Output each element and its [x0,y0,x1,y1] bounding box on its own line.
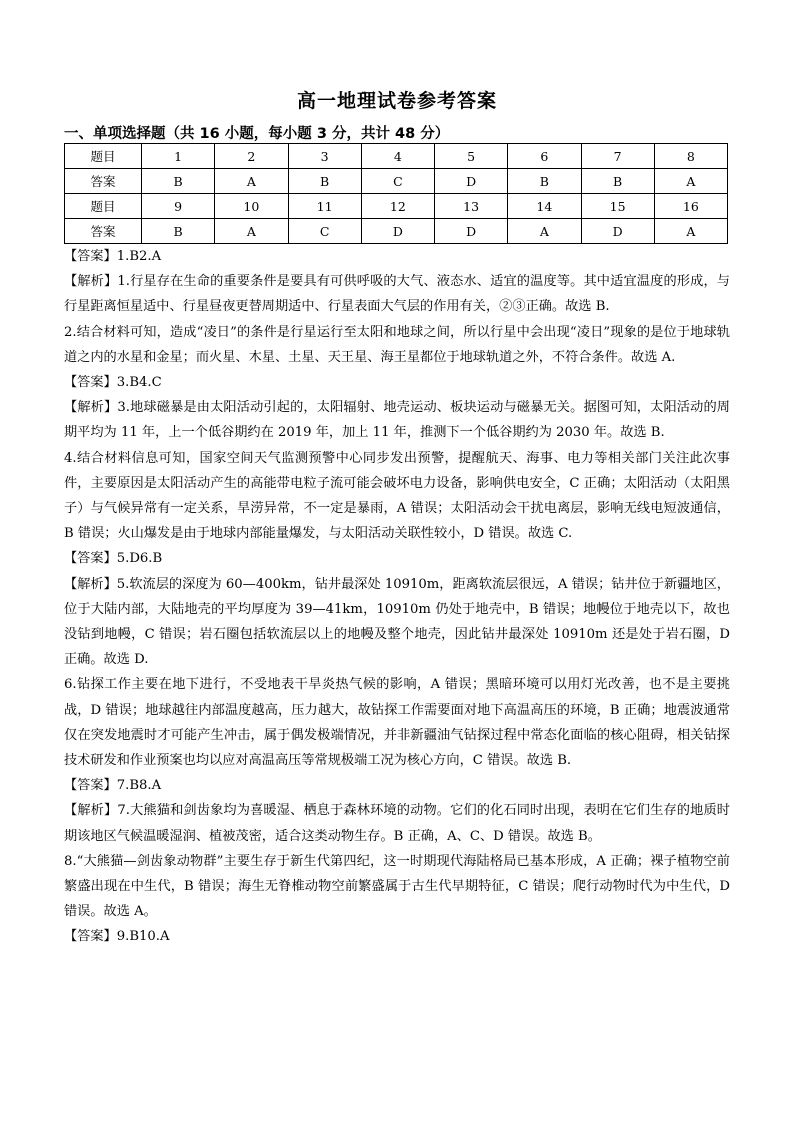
table-cell: 7 [581,144,654,169]
table-cell: D [435,169,508,194]
table-cell: B [508,169,581,194]
table-row [65,169,728,194]
answer-line-9-10: 【答案】9.B10.A [64,929,170,945]
table-cell: 12 [361,194,434,219]
answer-explanations [64,244,730,950]
table-cell: A [215,169,288,194]
answer-table [64,143,728,244]
answer-line-1-2: 【答案】1.B2.A [64,249,162,264]
table-cell: 11 [288,194,361,219]
table-cell: B [142,169,215,194]
section-heading-multiple-choice: 一、单项选择题（共 16 小题，每小题 3 分，共计 48 分） [64,126,450,142]
page-title: 高一地理试卷参考答案 [296,90,497,112]
table-cell: 16 [654,194,727,219]
table-cell: B [142,219,215,244]
explanation-paragraph: 【解析】5.软流层的深度为 60—400km，钻井最深处 10910m，距离软流层很远，A 错误；钻井位于新疆地区，位于大陆内部，大陆地壳的平均厚度为 39—41km，10910m 仍处于地壳中，B 错误；地幔位于地壳以下，故也没钻到地幔，C 错误；岩石圈包括软流层以上的地幔及整个地壳，因此钻井最深处 10910m 还是处于岩石圈，D 正确。故选 D. [64,576,730,668]
table-cell: 13 [435,194,508,219]
table-cell: 6 [508,144,581,169]
table-cell: C [288,219,361,244]
table-cell: B [581,169,654,194]
explanation-paragraph: 8.“大熊猫—剑齿象动物群”主要生存于新生代第四纪，这一时期现代海陆格局已基本形成，A 正确；裸子植物空前繁盛出现在中生代，B 错误；海生无脊椎动物空前繁盛属于古生代早期特征，C 错误；爬行动物时代为中生代，D 错误。故选 A。 [64,853,730,920]
answer-line-5-6: 【答案】5.D6.B [64,551,163,567]
table-cell: 2 [215,144,288,169]
table-cell: 8 [654,144,727,169]
table-cell: 题目 [65,144,142,169]
table-cell: 答案 [65,169,142,194]
explanation-paragraph: 4.结合材料信息可知，国家空间天气监测预警中心同步发出预警，提醒航天、海事、电力等相关部门关注此次事件，主要原因是太阳活动产生的高能带电粒子流可能会破坏电力设备，影响供电安全，C 正确；太阳活动（太阳黑子）与气候异常有一定关系，旱涝异常，不一定是暴雨，A 错误；太阳活动会干扰电离层，影响无线电短波通信，B 错误；火山爆发是由于地球内部能量爆发，与太阳活动关联性较小，D 错误。故选 C. [64,450,730,542]
table-cell: A [215,219,288,244]
table-cell: D [361,219,434,244]
explanation-paragraph: 2.结合材料可知，造成“凌日”的条件是行星运行至太阳和地球之间，所以行星中会出现“凌日”现象的是位于地球轨道之内的水星和金星；而火星、木星、土星、天王星、海王星都位于地球轨道之外，不符合条件。故选 A. [64,324,730,365]
answer-line-7-8: 【答案】7.B8.A [64,778,162,794]
explanation-paragraph: 【解析】3.地球磁暴是由太阳活动引起的，太阳辐射、地壳运动、板块运动与磁暴无关。据图可知，太阳活动的周期平均为 11 年，上一个低谷期约在 2019 年，加上 11 年，推测下一个低谷期约为 2030 年。故选 B. [64,400,730,441]
table-cell: 10 [215,194,288,219]
table-cell: A [508,219,581,244]
table-cell: 3 [288,144,361,169]
table-cell: 9 [142,194,215,219]
table-cell: 1 [142,144,215,169]
table-cell: 答案 [65,219,142,244]
table-row [65,219,728,244]
table-cell: 5 [435,144,508,169]
table-cell: D [581,219,654,244]
table-cell: D [435,219,508,244]
table-cell: 4 [361,144,434,169]
table-cell: A [654,169,727,194]
table-cell: 15 [581,194,654,219]
table-row [65,194,728,219]
table-row [65,144,728,169]
explanation-paragraph: 【解析】7.大熊猫和剑齿象均为喜暖湿、栖息于森林环境的动物。它们的化石同时出现，表明在它们生存的地质时期该地区气候温暖湿润、植被茂密，适合这类动物生存。B 正确，A、C、D 错误。故选 B。 [64,803,730,844]
explanation-paragraph: 6.钻探工作主要在地下进行，不受地表干旱炎热气候的影响，A 错误；黑暗环境可以用灯光改善，也不是主要挑战，D 错误；地球越往内部温度越高，压力越大，故钻探工作需要面对地下高温高压的环境，B 正确；地震波通常仅在突发地震时才可能产生冲击，属于偶发极端情况，并非新疆油气钻探过程中常态化面临的核心阻碍，相关钻探技术研发和作业预案也均以应对高温高压等常规极端工况为核心方向，C 错误。故选 B. [64,677,730,769]
answer-line-3-4: 【答案】3.B4.C [64,375,162,391]
table-cell: A [654,219,727,244]
table-cell: 题目 [65,194,142,219]
table-cell: 14 [508,194,581,219]
table-cell: B [288,169,361,194]
table-cell: C [361,169,434,194]
explanation-paragraph: 【解析】1.行星存在生命的重要条件是要具有可供呼吸的大气、液态水、适宜的温度等。其中适宜温度的形成，与行星距离恒星适中、行星昼夜更替周期适中、行星表面大气层的作用有关，②③正确。故选 B. [64,274,730,315]
